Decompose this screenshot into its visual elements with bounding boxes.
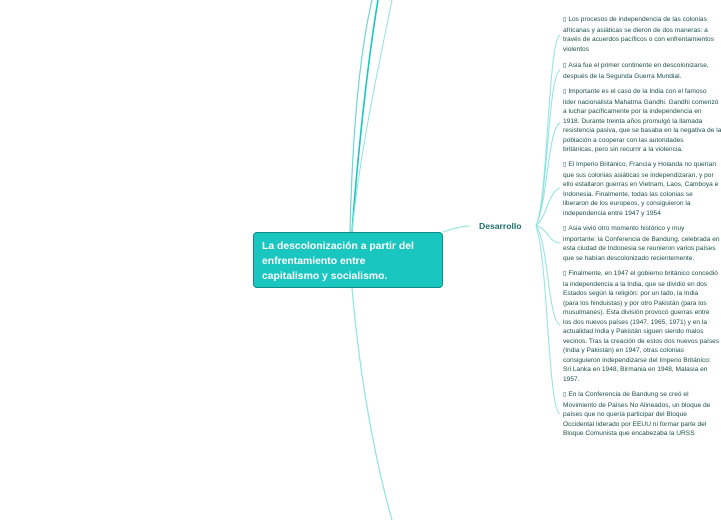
leaf-text: En la Conferencia de Bandung se creó el Movimiento de Países No Alineados, un bloque de países que no quería participar del Bloque Occidental liderado por EEUU ni formar parte del Bloque Comunista que encabezaba la URSS (563, 391, 711, 437)
leaf-text: Los procesos de independencia de las colonias africanas y asiáticas se dieron de dos maneras: a través de acuerdos pacíficos o con enfrentamientos violentos (563, 16, 715, 53)
leaf-item-7[interactable] (563, 390, 710, 439)
branch-desarrollo[interactable]: Desarrollo (479, 221, 522, 231)
leaf-item-2[interactable] (563, 61, 709, 81)
leaf-text: Asia fue el primer continente en descolonizarse, después de la Segunda Guerra Mundial. (563, 62, 709, 80)
leaf-text: Asia vivió otro momento histórico y muy importante: la Conferencia de Bandung, celebrada en esta ciudad de Indonesia se reunieron varios países que se habían descolonizado recientemente. (563, 225, 720, 262)
connector-branch (443, 226, 470, 232)
central-topic[interactable] (253, 232, 443, 288)
leaf-item-6[interactable] (563, 269, 719, 384)
leaf-text: Importante es el caso de la India con el famoso líder nacionalista Mahatma Gandhi. Gandhi comenzó a luchar pacíficamente por la independencia en 1918. Durante treinta años promulgó la llamada resistencia pasiva, que se basaba en la negativa de la población a cooperar con las autoridades británicas, pero sin recurrir a la violencia. (563, 88, 721, 153)
note-icon: ▯ (563, 17, 567, 23)
leaf-item-1[interactable] (563, 15, 714, 54)
leaf-text: El Imperio Británico, Francia y Holanda no querían que sus colonias asiáticas se independizaran, y por ello estallaron guerras en Vietnam, Laos, Camboya e Indonesia. Finalmente, todas las colonias se liberaron de los europeos, y consiguieron la independencia entre 1947 y 1954 (563, 161, 719, 217)
leaf-text: Finalmente, en 1947 el gobierno británico concedió la independencia a la India, que se dividió en dos Estados según la religión: por un lado, la India (para los hinduistas) y por otro Pakistán (para los musulmanes). Esta división provocó guerras entre los dos nuevos países (1947, 1965, 1971) y en la actualidad India y Pakistán siguen siendo malos vecinos. Tras la creación de estos dos nuevos países (India y Pakistán) en 1947, otras colonias consiguieron independizarse del Imperio Británico: Sri Lanka en 1948, Birmania en 1948, Malasia en 1957. (563, 270, 720, 383)
note-icon: ▯ (563, 162, 567, 168)
note-icon: ▯ (563, 392, 567, 398)
leaf-item-3[interactable] (563, 87, 721, 155)
leaf-item-5[interactable] (563, 224, 720, 263)
note-icon: ▯ (563, 63, 567, 69)
leaf-connectors (536, 35, 560, 414)
connector-bottom (352, 288, 392, 520)
leaf-item-4[interactable] (563, 160, 718, 218)
central-topic-label: La descolonización a partir del enfrentamiento entre capitalismo y socialismo. (262, 241, 414, 282)
note-icon: ▯ (563, 226, 567, 232)
note-icon: ▯ (563, 271, 567, 277)
note-icon: ▯ (563, 89, 567, 95)
